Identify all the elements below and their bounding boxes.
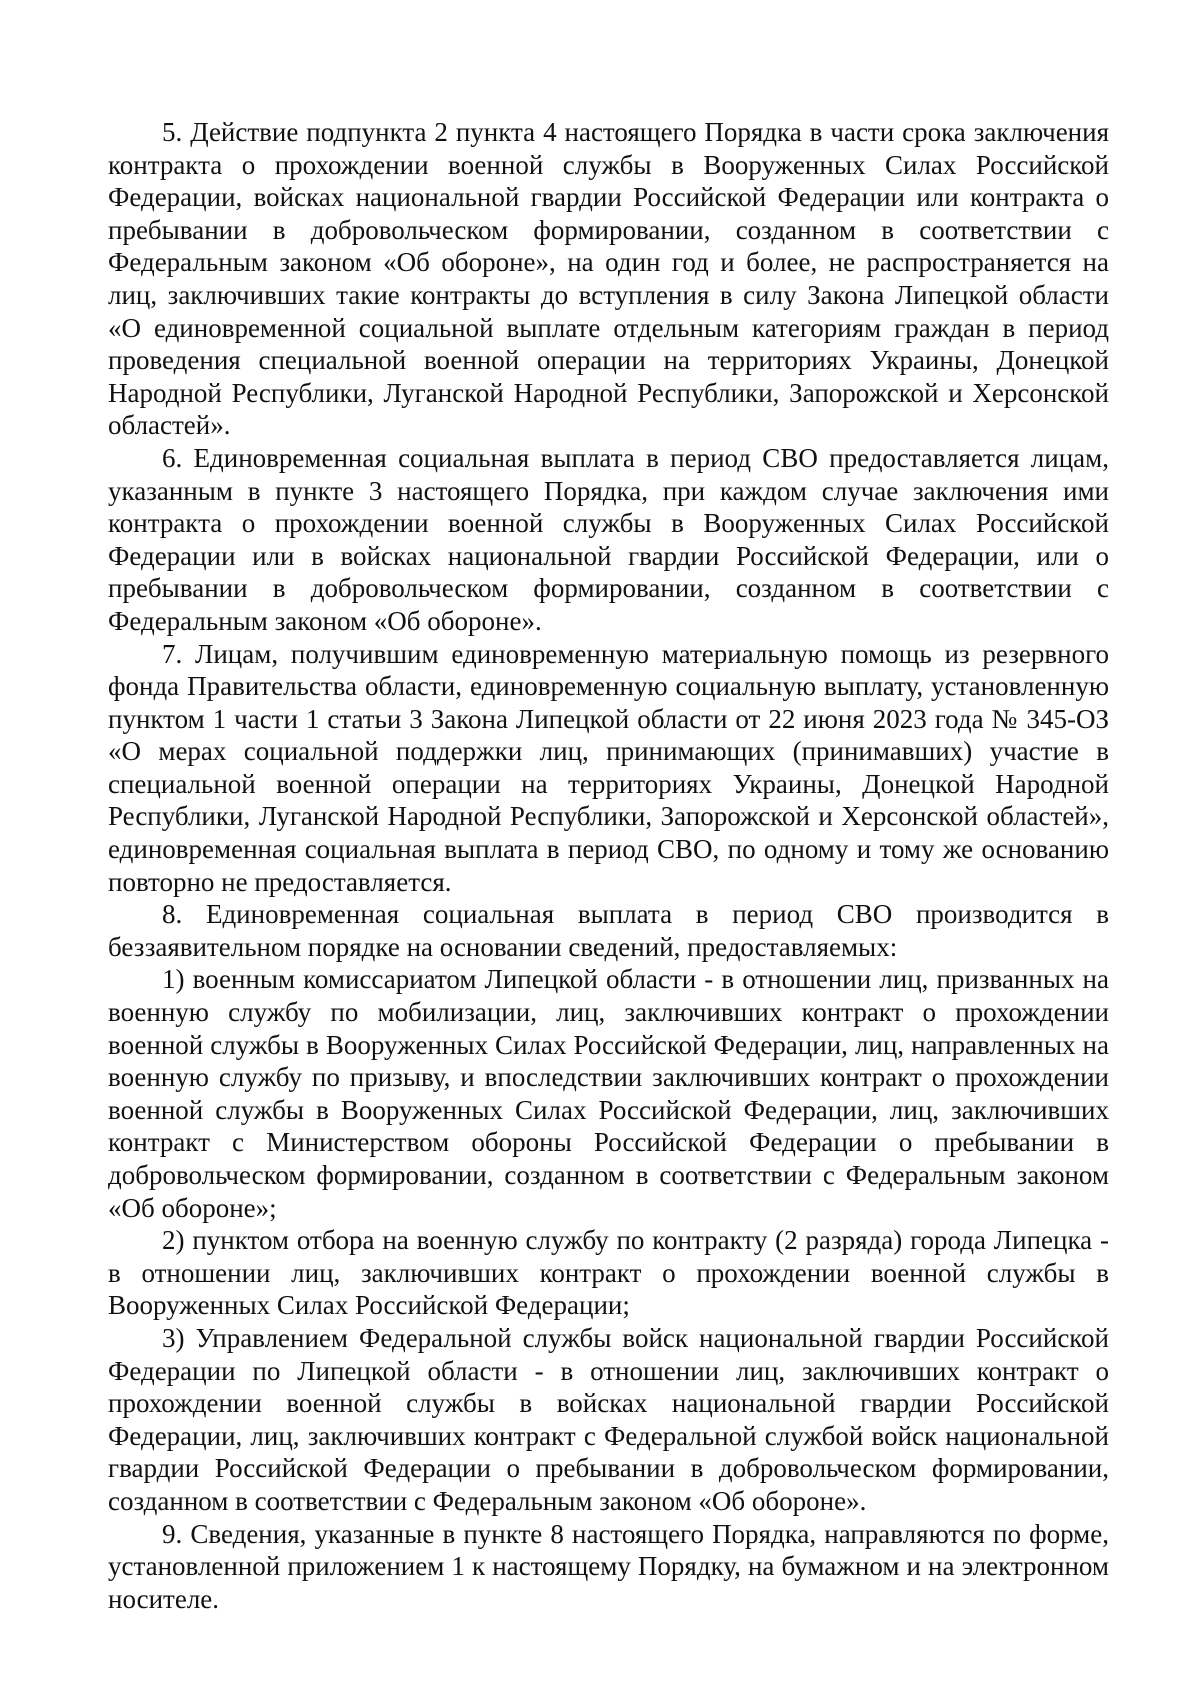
paragraph-item-8-subitem-1: 1) военным комиссариатом Липецкой области - в отношении лиц, призванных на военную службу по мобилизации, лиц, заключивших контракт о прохождении военной службы в Вооруженных Силах Российской Федерации, лиц, направленных на военную службу по призыву, и впоследствии заключивших контракт о прохождении военной службы в Вооруженных Силах Российской Федерации, лиц, заключивших контракт с Министерством обороны Российской Федерации о пребывании в добровольческом формировании, созданном в соответствии с Федеральным законом «Об обороне»; — [108, 964, 1109, 1223]
paragraph-item-9: 9. Сведения, указанные в пункте 8 настоящего Порядка, направляются по форме, установленной приложением 1 к настоящему Порядку, на бумажном и на электронном носителе. — [108, 1518, 1109, 1614]
paragraph-item-6: 6. Единовременная социальная выплата в период СВО предоставляется лицам, указанным в пункте 3 настоящего Порядка, при каждом случае заключения ими контракта о прохождении военной службы в Вооруженных Силах Российской Федерации или в войсках национальной гвардии Российской Федерации, или о пребывании в добровольческом формировании, созданном в соответствии с Федеральным законом «Об обороне». — [108, 442, 1109, 636]
paragraph-item-8-subitem-2: 2) пунктом отбора на военную службу по контракту (2 разряда) города Липецка - в отношении лиц, заключивших контракт о прохождении военной службы в Вооруженных Силах Российской Федерации; — [108, 1225, 1109, 1321]
document-page — [108, 116, 1109, 1615]
paragraph-item-8-subitem-3: 3) Управлением Федеральной службы войск национальной гвардии Российской Федерации по Липецкой области - в отношении лиц, заключивших контракт о прохождении военной службы в войсках национальной гвардии Российской Федерации, лиц, заключивших контракт с Федеральной службой войск национальной гвардии Российской Федерации о пребывании в добровольческом формировании, созданном в соответствии с Федеральным законом «Об обороне». — [108, 1322, 1109, 1516]
paragraph-item-5: 5. Действие подпункта 2 пункта 4 настоящего Порядка в части срока заключения контракта о прохождении военной службы в Вооруженных Силах Российской Федерации, войсках национальной гвардии Российской Федерации или контракта о пребывании в добровольческом формировании, созданном в соответствии с Федеральным законом «Об обороне», на один год и более, не распространяется на лиц, заключивших такие контракты до вступления в силу Закона Липецкой области «О единовременной социальной выплате отдельным категориям граждан в период проведения специальной военной операции на территориях Украины, Донецкой Народной Республики, Луганской Народной Республики, Запорожской и Херсонской областей». — [108, 117, 1109, 441]
paragraph-item-8: 8. Единовременная социальная выплата в период СВО производится в беззаявительном порядке на основании сведений, предоставляемых: — [108, 899, 1109, 962]
paragraph-item-7: 7. Лицам, получившим единовременную материальную помощь из резервного фонда Правительства области, единовременную социальную выплату, установленную пунктом 1 части 1 статьи 3 Закона Липецкой области от 22 июня 2023 года № 345-ОЗ «О мерах социальной поддержки лиц, принимающих (принимавших) участие в специальной военной операции на территориях Украины, Донецкой Народной Республики, Луганской Народной Республики, Запорожской и Херсонской областей», единовременная социальная выплата в период СВО, по одному и тому же основанию повторно не предоставляется. — [108, 638, 1109, 897]
